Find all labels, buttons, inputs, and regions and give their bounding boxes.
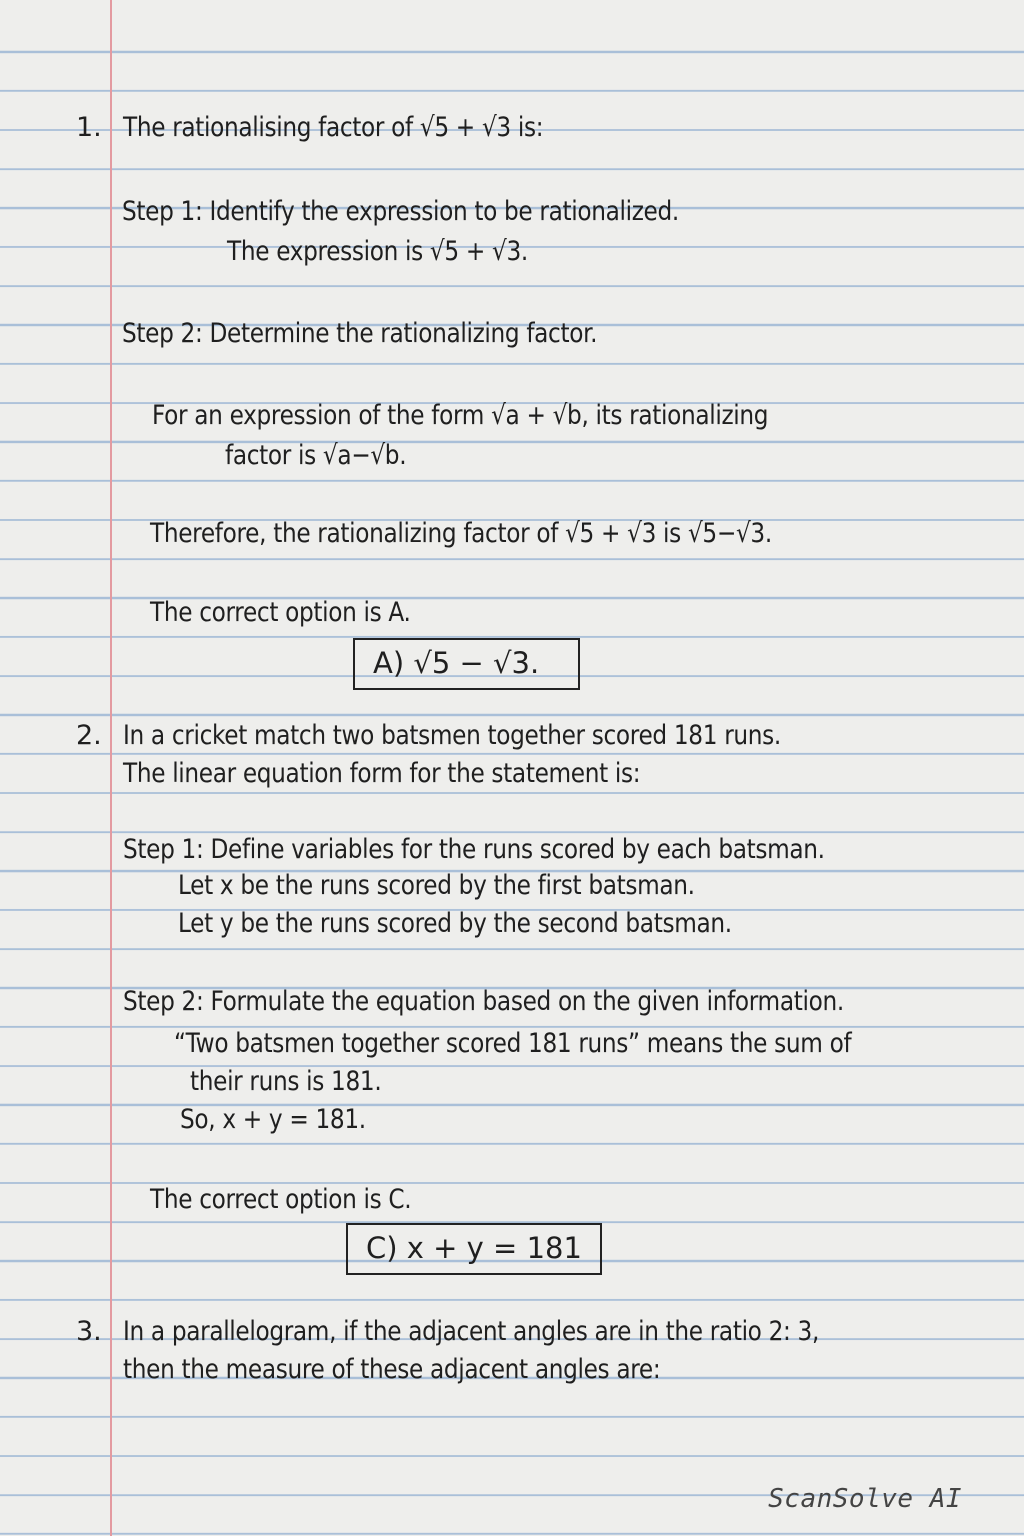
q1-step2-title: Step 2: Determine the rationalizing factor.: [122, 318, 598, 349]
q2-step2-line2: their runs is 181.: [190, 1066, 382, 1097]
q2-question-line2: The linear equation form for the statement is:: [123, 758, 641, 789]
q3-question-line2: then the measure of these adjacent angles are:: [123, 1354, 661, 1385]
q2-step1-line1: Let x be the runs scored by the first batsman.: [178, 870, 695, 901]
q1-number: 1.: [76, 112, 102, 143]
brand-watermark: ScanSolve AI: [768, 1484, 962, 1514]
q2-step1-title: Step 1: Define variables for the runs scored by each batsman.: [123, 834, 825, 865]
q1-step2-line2: factor is √a−√b.: [225, 440, 407, 471]
q2-answer-box: [346, 1223, 602, 1275]
q2-question-line1: In a cricket match two batsmen together scored 181 runs.: [123, 720, 781, 751]
q2-step2-line1: “Two batsmen together scored 181 runs” means the sum of: [174, 1028, 852, 1059]
q1-step2-line1: For an expression of the form √a + √b, its rationalizing: [152, 400, 769, 431]
q2-step2-title: Step 2: Formulate the equation based on the given information.: [123, 986, 844, 1017]
q2-step2-line3: So, x + y = 181.: [180, 1104, 366, 1135]
margin-line: [110, 0, 112, 1536]
q2-correct-option: The correct option is C.: [150, 1184, 412, 1215]
q1-answer-box: [353, 638, 580, 690]
q2-step1-line2: Let y be the runs scored by the second batsman.: [178, 908, 732, 939]
q2-answer: C) x + y = 181: [366, 1231, 582, 1265]
q2-number: 2.: [76, 720, 102, 751]
q3-question-line1: In a parallelogram, if the adjacent angles are in the ratio 2: 3,: [123, 1316, 820, 1347]
q1-step1-title: Step 1: Identify the expression to be rationalized.: [122, 196, 679, 227]
q1-answer: A) √5 − √3.: [373, 646, 540, 680]
q1-step1-body: The expression is √5 + √3.: [227, 236, 528, 267]
q1-correct-option: The correct option is A.: [150, 597, 411, 628]
q3-number: 3.: [76, 1316, 102, 1347]
q1-therefore: Therefore, the rationalizing factor of √5 + √3 is √5−√3.: [150, 518, 772, 549]
q1-question: The rationalising factor of √5 + √3 is:: [123, 112, 544, 143]
